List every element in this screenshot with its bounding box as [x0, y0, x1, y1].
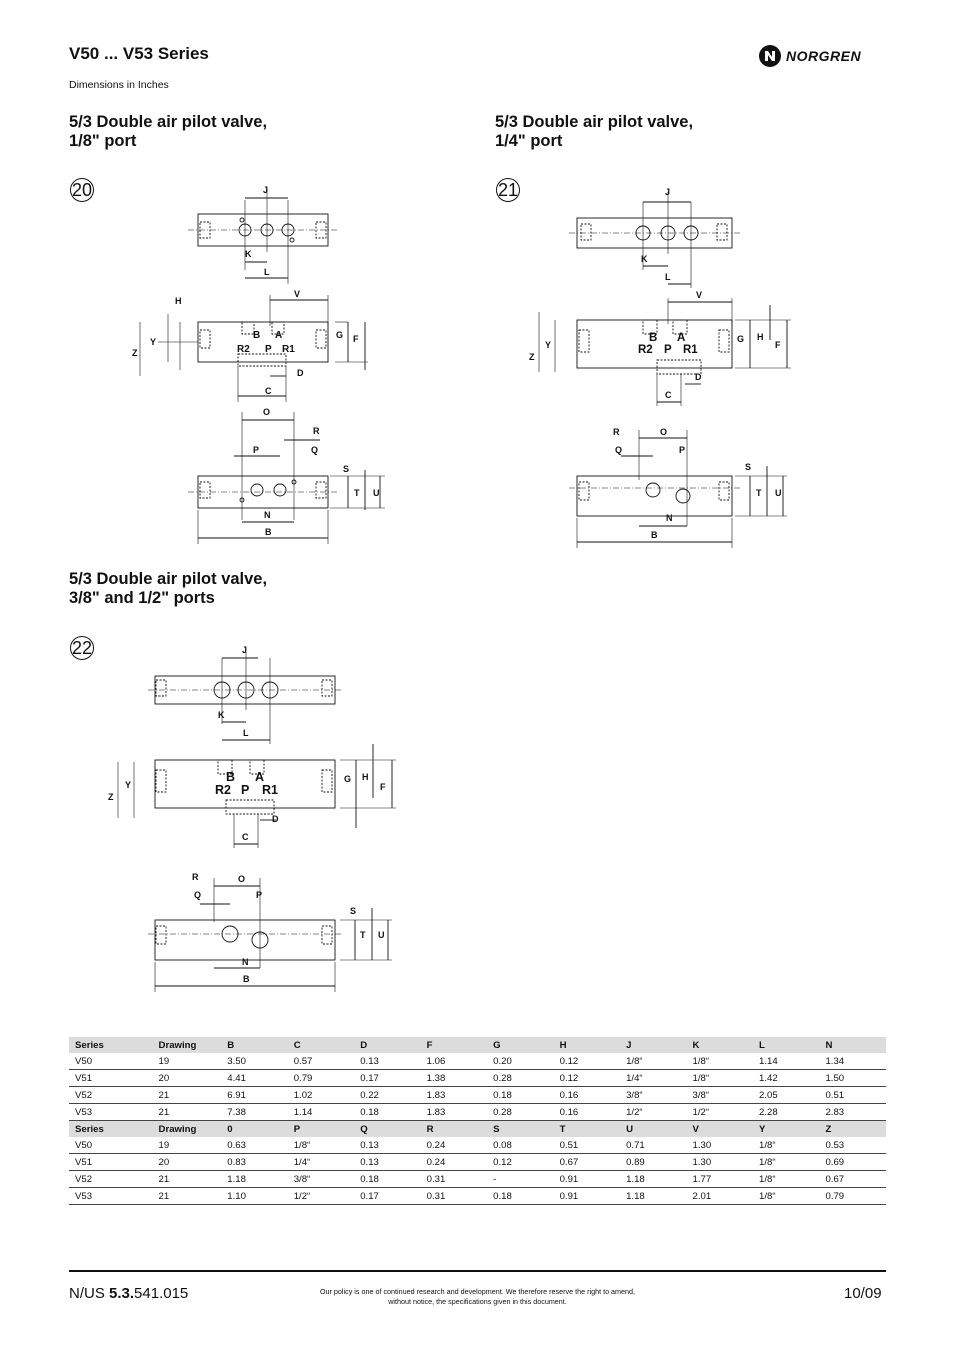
dim-label-Z: Z: [108, 792, 114, 802]
table-cell: 0.31: [421, 1188, 487, 1205]
table-cell: 1/2“: [288, 1188, 354, 1205]
dim-label-G: G: [344, 774, 352, 784]
dim-label-K: K: [218, 710, 225, 720]
norgren-logo-icon: [758, 44, 782, 68]
table-header-cell: Y: [753, 1121, 819, 1138]
dim-label-O: O: [263, 407, 271, 417]
table-cell: 1.34: [819, 1053, 886, 1070]
table-cell: 20: [153, 1070, 222, 1087]
table-header-cell: C: [288, 1037, 354, 1053]
port-label-R2: R2: [237, 344, 250, 355]
table-cell: 0.79: [819, 1188, 886, 1205]
dim-label-U: U: [378, 930, 385, 940]
table-cell: 0.16: [554, 1087, 620, 1104]
table-cell: 0.91: [554, 1188, 620, 1205]
table-cell: 2.01: [687, 1188, 753, 1205]
port-label-A: A: [255, 770, 265, 784]
table-cell: 3/8“: [288, 1171, 354, 1188]
figure-number-22: 22: [70, 636, 94, 660]
table-header-row: [69, 1121, 886, 1138]
table-cell: 2.83: [819, 1104, 886, 1121]
dim-label-Z: Z: [529, 352, 535, 362]
table-header-cell: K: [687, 1037, 753, 1053]
table-cell: 0.89: [620, 1154, 686, 1171]
table-cell: 0.83: [221, 1154, 287, 1171]
table-cell: 0.17: [354, 1188, 420, 1205]
table-row: [69, 1137, 886, 1154]
drawing-22: [100, 638, 400, 998]
dim-label-R: R: [313, 426, 320, 436]
table-cell: 0.13: [354, 1137, 420, 1154]
table-header-cell: P: [288, 1121, 354, 1138]
table-cell: 1/8“: [687, 1070, 753, 1087]
table-cell: 0.67: [554, 1154, 620, 1171]
table-row: [69, 1154, 886, 1171]
table-header-cell: B: [221, 1037, 287, 1053]
dim-label-T: T: [354, 488, 360, 498]
table-cell: 3/8“: [687, 1087, 753, 1104]
table-cell: 0.16: [554, 1104, 620, 1121]
dim-label-N: N: [666, 513, 673, 523]
table-cell: 0.63: [221, 1137, 287, 1154]
table-cell: 1.02: [288, 1087, 354, 1104]
table-cell: -: [487, 1171, 553, 1188]
dim-label-L: L: [264, 267, 270, 277]
table-header-row: [69, 1037, 886, 1053]
dim-label-T: T: [756, 488, 762, 498]
table-cell: 0.13: [354, 1053, 420, 1070]
figure-number-20: 20: [70, 178, 94, 202]
table-row: [69, 1104, 886, 1121]
port-label-A: A: [275, 330, 283, 341]
table-cell: 0.08: [487, 1137, 553, 1154]
page-title: V50 ... V53 Series: [69, 44, 209, 63]
dim-label-F: F: [775, 340, 781, 350]
table-header-cell: T: [554, 1121, 620, 1138]
dim-label-D: D: [297, 368, 304, 378]
table-cell: 0.20: [487, 1053, 553, 1070]
table-header-cell: N: [819, 1037, 886, 1053]
table-cell: 21: [153, 1104, 222, 1121]
policy-notice: [280, 1287, 675, 1307]
table-cell: 0.24: [421, 1154, 487, 1171]
dim-label-S: S: [350, 906, 357, 916]
dim-label-B: B: [265, 527, 272, 537]
dim-label-R: R: [613, 427, 620, 437]
table-cell: 0.18: [487, 1188, 553, 1205]
table-cell: 0.51: [819, 1087, 886, 1104]
table-cell: 1.50: [819, 1070, 886, 1087]
section-title-1: [69, 113, 267, 151]
table-header-cell: S: [487, 1121, 553, 1138]
table-cell: 1.42: [753, 1070, 819, 1087]
table-row: [69, 1188, 886, 1205]
table-cell: 0.28: [487, 1104, 553, 1121]
table-cell: 4.41: [221, 1070, 287, 1087]
table-cell: 0.18: [487, 1087, 553, 1104]
table-cell: 0.71: [620, 1137, 686, 1154]
dim-label-K: K: [245, 249, 252, 259]
drawing-21: [525, 180, 815, 550]
footer-divider: [69, 1270, 886, 1272]
section-title-1-line2: 1/8" port: [69, 132, 137, 150]
port-label-P: P: [265, 344, 272, 355]
policy-notice-line1: Our policy is one of continued research and development. We therefore reserve the right to amend,: [319, 1287, 636, 1296]
drawing-20-side-body: [198, 322, 328, 362]
section-title-3-line2: 3/8" and 1/2" ports: [69, 589, 215, 607]
dim-label-C: C: [265, 386, 272, 396]
table-cell: V51: [69, 1070, 153, 1087]
table-cell: 1.30: [687, 1137, 753, 1154]
table-cell: 0.31: [421, 1171, 487, 1188]
table-cell: 0.53: [819, 1137, 886, 1154]
table-cell: 20: [153, 1154, 222, 1171]
table-cell: 19: [153, 1053, 222, 1070]
port-label-P: P: [664, 344, 672, 356]
dim-label-V: V: [294, 289, 301, 299]
table-header-cell: Drawing: [153, 1037, 222, 1053]
dim-label-D: D: [272, 814, 279, 824]
table-cell: 1/8“: [620, 1053, 686, 1070]
dim-label-Q: Q: [194, 890, 202, 900]
dim-label-L: L: [665, 272, 671, 282]
table-cell: 0.12: [554, 1070, 620, 1087]
table-cell: 1.14: [288, 1104, 354, 1121]
dim-label-U: U: [373, 488, 380, 498]
port-label-R1: R1: [282, 344, 295, 355]
table-header-cell: Series: [69, 1121, 153, 1138]
table-header-cell: G: [487, 1037, 553, 1053]
table-cell: 6.91: [221, 1087, 287, 1104]
dim-label-V: V: [696, 290, 703, 300]
table-cell: 0.12: [554, 1053, 620, 1070]
document-code-number: 541.015: [134, 1285, 189, 1302]
table-cell: 21: [153, 1188, 222, 1205]
table-cell: 1.38: [421, 1070, 487, 1087]
table-cell: 0.12: [487, 1154, 553, 1171]
dim-label-L: L: [243, 728, 249, 738]
logo-text: NORGREN: [786, 48, 862, 64]
document-date: 10/09: [844, 1285, 882, 1302]
port-label-B: B: [649, 332, 658, 344]
table-cell: 1.83: [421, 1087, 487, 1104]
dim-label-B: B: [243, 974, 250, 984]
table-cell: 3.50: [221, 1053, 287, 1070]
port-label-B: B: [253, 330, 261, 341]
table-header-cell: L: [753, 1037, 819, 1053]
table-row: [69, 1087, 886, 1104]
dim-label-Y: Y: [545, 340, 552, 350]
port-label-B: B: [226, 770, 236, 784]
table-header-cell: Q: [354, 1121, 420, 1138]
table-cell: 0.91: [554, 1171, 620, 1188]
table-cell: 19: [153, 1137, 222, 1154]
dim-label-Y: Y: [125, 780, 132, 790]
table-cell: V53: [69, 1104, 153, 1121]
table-cell: 1.18: [620, 1171, 686, 1188]
port-label-A: A: [677, 332, 686, 344]
dim-label-B: B: [651, 530, 658, 540]
dim-label-T: T: [360, 930, 366, 940]
table-cell: 0.17: [354, 1070, 420, 1087]
dim-label-F: F: [353, 334, 359, 344]
drawing-21-side-body: [577, 320, 732, 368]
table-cell: 1.06: [421, 1053, 487, 1070]
dim-label-R: R: [192, 872, 199, 882]
table-row: [69, 1053, 886, 1070]
dim-label-P: P: [679, 445, 686, 455]
dim-label-C: C: [242, 832, 249, 842]
dim-label-H: H: [175, 296, 182, 306]
dim-label-K: K: [641, 254, 648, 264]
table-cell: 1/4“: [620, 1070, 686, 1087]
table-header-cell: Z: [819, 1121, 886, 1138]
table-cell: 0.57: [288, 1053, 354, 1070]
table-cell: 1/2“: [620, 1104, 686, 1121]
table-header-cell: D: [354, 1037, 420, 1053]
dim-label-N: N: [264, 510, 271, 520]
table-cell: V52: [69, 1087, 153, 1104]
dim-label-P: P: [256, 890, 263, 900]
table-cell: 1/8“: [753, 1188, 819, 1205]
table-cell: 1/8“: [687, 1053, 753, 1070]
table-cell: V52: [69, 1171, 153, 1188]
section-title-2-line1: 5/3 Double air pilot valve,: [495, 113, 694, 131]
table-cell: V50: [69, 1053, 153, 1070]
table-header-cell: V: [687, 1121, 753, 1138]
dimension-table: [69, 1037, 886, 1205]
table-cell: V53: [69, 1188, 153, 1205]
port-label-R2: R2: [215, 783, 231, 797]
table-row: [69, 1171, 886, 1188]
dim-label-Q: Q: [615, 445, 623, 455]
section-title-1-line1: 5/3 Double air pilot valve,: [69, 113, 268, 131]
table-cell: 0.79: [288, 1070, 354, 1087]
section-title-3: [69, 570, 267, 608]
table-row: [69, 1070, 886, 1087]
dim-label-J: J: [665, 187, 671, 197]
policy-notice-line2: without notice, the specifications given in this document.: [388, 1297, 567, 1306]
dim-label-G: G: [336, 330, 344, 340]
port-label-P: P: [241, 783, 250, 797]
drawing-21-bottom-body: [577, 476, 732, 516]
table-header-cell: U: [620, 1121, 686, 1138]
document-code-prefix: N/US: [69, 1285, 110, 1302]
section-title-3-line1: 5/3 Double air pilot valve,: [69, 570, 268, 588]
table-cell: 0.24: [421, 1137, 487, 1154]
table-cell: 1/8“: [753, 1171, 819, 1188]
norgren-logo: [758, 42, 888, 70]
table-cell: 21: [153, 1087, 222, 1104]
table-header-cell: F: [421, 1037, 487, 1053]
section-title-2-line2: 1/4" port: [495, 132, 563, 150]
table-cell: V50: [69, 1137, 153, 1154]
table-cell: 1.30: [687, 1154, 753, 1171]
table-cell: 0.13: [354, 1154, 420, 1171]
document-code-section: 5.3.: [109, 1285, 135, 1302]
table-cell: 2.28: [753, 1104, 819, 1121]
document-code: [69, 1285, 188, 1302]
dim-label-Z: Z: [132, 348, 138, 358]
table-cell: 3/8“: [620, 1087, 686, 1104]
dim-label-N: N: [242, 957, 249, 967]
table-cell: V51: [69, 1154, 153, 1171]
table-header-cell: H: [554, 1037, 620, 1053]
table-cell: 1/4“: [288, 1154, 354, 1171]
table-cell: 0.18: [354, 1171, 420, 1188]
dim-label-S: S: [343, 464, 350, 474]
table-cell: 7.38: [221, 1104, 287, 1121]
table-cell: 1.77: [687, 1171, 753, 1188]
drawing-22-bottom-body: [155, 920, 335, 960]
figure-number-21: 21: [496, 178, 520, 202]
dim-label-H: H: [362, 772, 369, 782]
table-cell: 1.10: [221, 1188, 287, 1205]
dim-label-S: S: [745, 462, 752, 472]
table-cell: 1/8“: [753, 1154, 819, 1171]
table-cell: 1.18: [221, 1171, 287, 1188]
port-label-R1: R1: [683, 344, 698, 356]
table-cell: 0.51: [554, 1137, 620, 1154]
section-title-2: [495, 113, 693, 151]
table-cell: 1.14: [753, 1053, 819, 1070]
dim-label-J: J: [242, 645, 248, 655]
table-header-cell: J: [620, 1037, 686, 1053]
table-cell: 0.22: [354, 1087, 420, 1104]
table-header-cell: Drawing: [153, 1121, 222, 1138]
table-cell: 1/8“: [288, 1137, 354, 1154]
units-note: Dimensions in Inches: [69, 79, 169, 91]
dim-label-D: D: [695, 372, 702, 382]
table-cell: 0.28: [487, 1070, 553, 1087]
drawing-20: [120, 180, 400, 550]
dim-label-H: H: [757, 332, 764, 342]
port-label-R2: R2: [638, 344, 653, 356]
dim-label-P: P: [253, 445, 260, 455]
table-header-cell: Series: [69, 1037, 153, 1053]
dim-label-U: U: [775, 488, 782, 498]
table-cell: 1.18: [620, 1188, 686, 1205]
table-cell: 0.67: [819, 1171, 886, 1188]
table-cell: 2.05: [753, 1087, 819, 1104]
dim-label-Y: Y: [150, 337, 157, 347]
dim-label-O: O: [660, 427, 668, 437]
table-header-cell: 0: [221, 1121, 287, 1138]
dim-label-O: O: [238, 874, 246, 884]
table-cell: 1/8“: [753, 1137, 819, 1154]
table-cell: 0.18: [354, 1104, 420, 1121]
table-cell: 1/2“: [687, 1104, 753, 1121]
table-cell: 1.83: [421, 1104, 487, 1121]
table-cell: 21: [153, 1171, 222, 1188]
dim-label-C: C: [665, 390, 672, 400]
dim-label-J: J: [263, 185, 269, 195]
port-label-R1: R1: [262, 783, 278, 797]
table-header-cell: R: [421, 1121, 487, 1138]
dim-label-Q: Q: [311, 445, 319, 455]
dim-label-G: G: [737, 334, 745, 344]
dim-label-F: F: [380, 782, 386, 792]
table-cell: 0.69: [819, 1154, 886, 1171]
